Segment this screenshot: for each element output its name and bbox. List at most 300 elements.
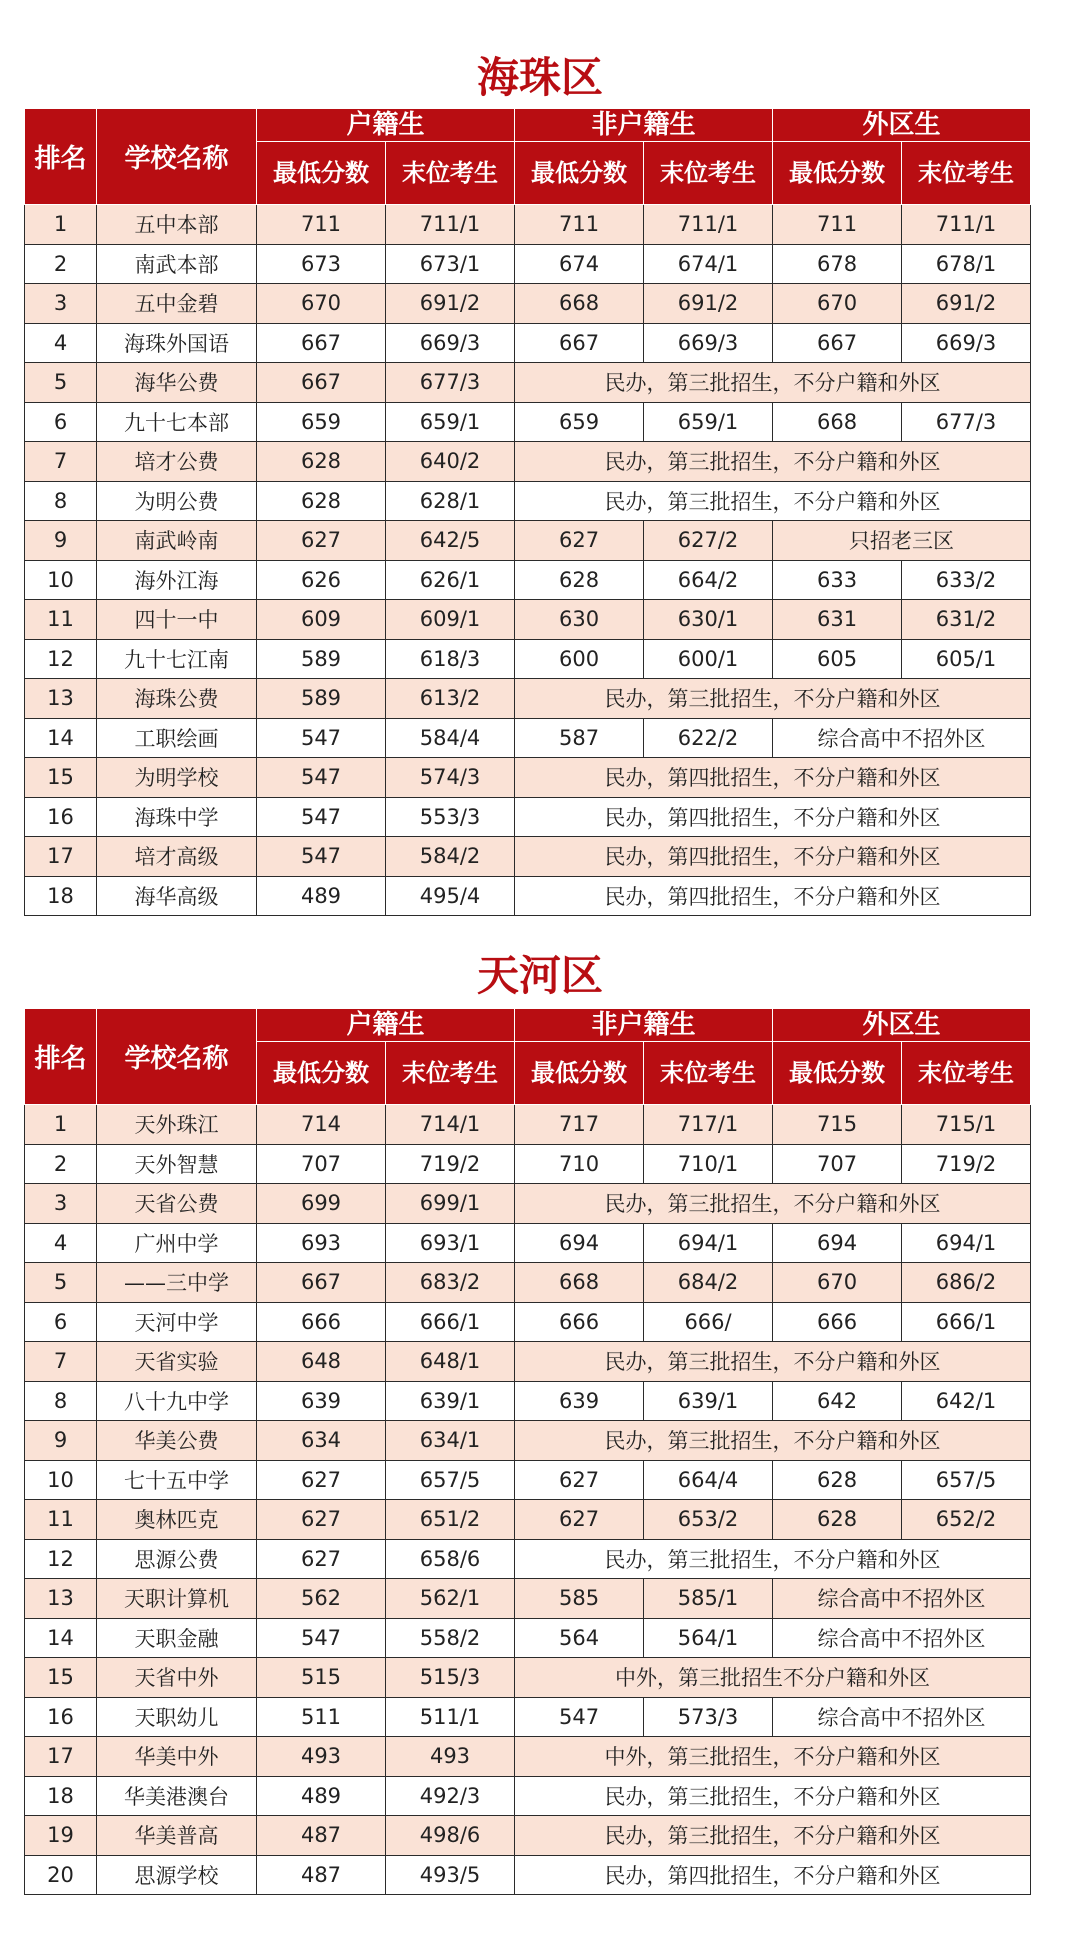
table-row — [25, 1855, 1031, 1895]
nonlocal-min-score-cell: 666 — [515, 1302, 644, 1342]
last-student-header: 末位考生 — [386, 142, 515, 205]
rank-header: 排名 — [25, 109, 97, 205]
outdistrict-last-student-cell: 678/1 — [902, 244, 1031, 284]
school-name-cell: 华美公费 — [97, 1421, 257, 1461]
local-last-student-cell: 639/1 — [386, 1381, 515, 1421]
local-last-student-cell: 618/3 — [386, 639, 515, 679]
note-cell: 民办，第三批招生，不分户籍和外区 — [515, 442, 1031, 482]
table-row — [25, 442, 1031, 482]
rank-cell: 15 — [25, 758, 97, 798]
local-min-score-cell: 707 — [257, 1144, 386, 1184]
rank-cell: 18 — [25, 1776, 97, 1816]
local-last-student-cell: 673/1 — [386, 244, 515, 284]
last-student-header: 末位考生 — [644, 1042, 773, 1105]
local-last-student-cell: 553/3 — [386, 797, 515, 837]
table-row — [25, 600, 1031, 640]
note-cell: 综合高中不招外区 — [773, 1579, 1031, 1619]
table-row — [25, 1105, 1031, 1145]
local-last-student-cell: 642/5 — [386, 521, 515, 561]
rank-cell: 4 — [25, 323, 97, 363]
local-last-student-cell: 562/1 — [386, 1579, 515, 1619]
nonlocal-last-student-cell: 639/1 — [644, 1381, 773, 1421]
local-min-score-cell: 609 — [257, 600, 386, 640]
rank-cell: 5 — [25, 1263, 97, 1303]
note-cell: 民办，第三批招生，不分户籍和外区 — [515, 1776, 1031, 1816]
table-row — [25, 284, 1031, 324]
note-cell: 民办，第四批招生，不分户籍和外区 — [515, 1855, 1031, 1895]
nonlocal-min-score-cell: 710 — [515, 1144, 644, 1184]
local-min-score-cell: 673 — [257, 244, 386, 284]
school-name-cell: ——三中学 — [97, 1263, 257, 1303]
school-name-cell: 天外珠江 — [97, 1105, 257, 1145]
outdistrict-last-student-cell: 711/1 — [902, 205, 1031, 245]
school-name-cell: 天职计算机 — [97, 1579, 257, 1619]
rank-cell: 14 — [25, 1618, 97, 1658]
school-name-cell: 南武岭南 — [97, 521, 257, 561]
local-min-score-cell: 547 — [257, 758, 386, 798]
rank-cell: 17 — [25, 837, 97, 877]
outdistrict-last-student-cell: 669/3 — [902, 323, 1031, 363]
nonlocal-last-student-cell: 711/1 — [644, 205, 773, 245]
note-cell: 中外，第三批招生不分户籍和外区 — [515, 1658, 1031, 1698]
nonlocal-last-student-cell: 710/1 — [644, 1144, 773, 1184]
outdistrict-min-score-cell: 715 — [773, 1105, 902, 1145]
local-last-student-cell: 574/3 — [386, 758, 515, 798]
school-name-cell: 天职金融 — [97, 1618, 257, 1658]
rank-cell: 15 — [25, 1658, 97, 1698]
local-min-score-cell: 634 — [257, 1421, 386, 1461]
table-row — [25, 521, 1031, 561]
nonlocal-last-student-cell: 573/3 — [644, 1697, 773, 1737]
nonlocal-last-student-cell: 694/1 — [644, 1223, 773, 1263]
school-name-cell: 天省中外 — [97, 1658, 257, 1698]
table-row — [25, 205, 1031, 245]
note-cell: 民办，第三批招生，不分户籍和外区 — [515, 1184, 1031, 1224]
nonlocal-last-student-cell: 674/1 — [644, 244, 773, 284]
rank-cell: 9 — [25, 521, 97, 561]
rank-cell: 3 — [25, 1184, 97, 1224]
outdistrict-min-score-cell: 667 — [773, 323, 902, 363]
local-min-score-cell: 699 — [257, 1184, 386, 1224]
group-header-nonlocal: 非户籍生 — [515, 1009, 773, 1042]
note-cell: 民办，第四批招生，不分户籍和外区 — [515, 758, 1031, 798]
local-min-score-cell: 487 — [257, 1816, 386, 1856]
nonlocal-min-score-cell: 668 — [515, 284, 644, 324]
school-name-cell: 天外智慧 — [97, 1144, 257, 1184]
table-row — [25, 1302, 1031, 1342]
nonlocal-min-score-cell: 627 — [515, 521, 644, 561]
outdistrict-min-score-cell: 631 — [773, 600, 902, 640]
nonlocal-min-score-cell: 674 — [515, 244, 644, 284]
outdistrict-min-score-cell: 633 — [773, 560, 902, 600]
school-name-cell: 海珠中学 — [97, 797, 257, 837]
min-score-header: 最低分数 — [773, 142, 902, 205]
outdistrict-min-score-cell: 628 — [773, 1460, 902, 1500]
local-min-score-cell: 547 — [257, 718, 386, 758]
note-cell: 民办，第四批招生，不分户籍和外区 — [515, 797, 1031, 837]
rank-cell: 5 — [25, 363, 97, 403]
local-min-score-cell: 626 — [257, 560, 386, 600]
local-last-student-cell: 669/3 — [386, 323, 515, 363]
school-name-cell: 天省公费 — [97, 1184, 257, 1224]
local-min-score-cell: 627 — [257, 1460, 386, 1500]
note-cell: 民办，第三批招生，不分户籍和外区 — [515, 1421, 1031, 1461]
table-body — [25, 1105, 1031, 1895]
nonlocal-min-score-cell: 564 — [515, 1618, 644, 1658]
table-row — [25, 1500, 1031, 1540]
table-row — [25, 876, 1031, 916]
table-row — [25, 837, 1031, 877]
local-min-score-cell: 670 — [257, 284, 386, 324]
outdistrict-last-student-cell: 694/1 — [902, 1223, 1031, 1263]
min-score-header: 最低分数 — [257, 1042, 386, 1105]
min-score-header: 最低分数 — [515, 142, 644, 205]
nonlocal-min-score-cell: 600 — [515, 639, 644, 679]
local-min-score-cell: 489 — [257, 876, 386, 916]
local-min-score-cell: 659 — [257, 402, 386, 442]
table-row — [25, 402, 1031, 442]
school-name-cell: 天河中学 — [97, 1302, 257, 1342]
table-row — [25, 1658, 1031, 1698]
table-row — [25, 758, 1031, 798]
nonlocal-min-score-cell: 547 — [515, 1697, 644, 1737]
table-row — [25, 639, 1031, 679]
local-last-student-cell: 628/1 — [386, 481, 515, 521]
outdistrict-min-score-cell: 605 — [773, 639, 902, 679]
outdistrict-last-student-cell: 657/5 — [902, 1460, 1031, 1500]
min-score-header: 最低分数 — [515, 1042, 644, 1105]
rank-cell: 9 — [25, 1421, 97, 1461]
rank-cell: 13 — [25, 679, 97, 719]
school-name-header: 学校名称 — [97, 109, 257, 205]
local-last-student-cell: 648/1 — [386, 1342, 515, 1382]
outdistrict-min-score-cell: 678 — [773, 244, 902, 284]
local-min-score-cell: 627 — [257, 1539, 386, 1579]
table-row — [25, 1737, 1031, 1777]
local-last-student-cell: 558/2 — [386, 1618, 515, 1658]
school-name-cell: 广州中学 — [97, 1223, 257, 1263]
rank-cell: 3 — [25, 284, 97, 324]
note-cell: 民办，第三批招生，不分户籍和外区 — [515, 1342, 1031, 1382]
note-cell: 中外，第三批招生，不分户籍和外区 — [515, 1737, 1031, 1777]
outdistrict-min-score-cell: 707 — [773, 1144, 902, 1184]
rank-cell: 18 — [25, 876, 97, 916]
school-name-cell: 八十九中学 — [97, 1381, 257, 1421]
table-row — [25, 1223, 1031, 1263]
local-last-student-cell: 626/1 — [386, 560, 515, 600]
outdistrict-last-student-cell: 686/2 — [902, 1263, 1031, 1303]
school-name-cell: 华美中外 — [97, 1737, 257, 1777]
table-row — [25, 244, 1031, 284]
local-last-student-cell: 666/1 — [386, 1302, 515, 1342]
outdistrict-last-student-cell: 719/2 — [902, 1144, 1031, 1184]
school-name-cell: 五中本部 — [97, 205, 257, 245]
school-name-cell: 海华公费 — [97, 363, 257, 403]
local-last-student-cell: 659/1 — [386, 402, 515, 442]
local-min-score-cell: 493 — [257, 1737, 386, 1777]
table-row — [25, 797, 1031, 837]
nonlocal-min-score-cell: 711 — [515, 205, 644, 245]
rank-cell: 1 — [25, 205, 97, 245]
school-name-cell: 九十七本部 — [97, 402, 257, 442]
rank-cell: 6 — [25, 1302, 97, 1342]
nonlocal-last-student-cell: 600/1 — [644, 639, 773, 679]
table-row — [25, 1184, 1031, 1224]
table-body — [25, 205, 1031, 916]
nonlocal-last-student-cell: 684/2 — [644, 1263, 773, 1303]
school-name-cell: 华美港澳台 — [97, 1776, 257, 1816]
local-last-student-cell: 719/2 — [386, 1144, 515, 1184]
school-name-cell: 工职绘画 — [97, 718, 257, 758]
local-last-student-cell: 693/1 — [386, 1223, 515, 1263]
nonlocal-last-student-cell: 664/2 — [644, 560, 773, 600]
nonlocal-last-student-cell: 564/1 — [644, 1618, 773, 1658]
school-name-cell: 九十七江南 — [97, 639, 257, 679]
local-min-score-cell: 547 — [257, 1618, 386, 1658]
school-name-cell: 五中金碧 — [97, 284, 257, 324]
local-min-score-cell: 667 — [257, 1263, 386, 1303]
min-score-header: 最低分数 — [257, 142, 386, 205]
school-name-cell: 海珠公费 — [97, 679, 257, 719]
group-header-local: 户籍生 — [257, 109, 515, 142]
nonlocal-min-score-cell: 628 — [515, 560, 644, 600]
nonlocal-min-score-cell: 627 — [515, 1500, 644, 1540]
outdistrict-min-score-cell: 711 — [773, 205, 902, 245]
group-header-outdistrict: 外区生 — [773, 109, 1031, 142]
outdistrict-last-student-cell: 605/1 — [902, 639, 1031, 679]
section-title-haizhu: 海珠区 — [476, 53, 603, 102]
school-name-cell: 为明公费 — [97, 481, 257, 521]
table-row — [25, 718, 1031, 758]
nonlocal-last-student-cell: 664/4 — [644, 1460, 773, 1500]
local-last-student-cell: 493 — [386, 1737, 515, 1777]
table-row — [25, 1342, 1031, 1382]
local-min-score-cell: 666 — [257, 1302, 386, 1342]
table-row — [25, 1144, 1031, 1184]
local-last-student-cell: 683/2 — [386, 1263, 515, 1303]
rank-cell: 4 — [25, 1223, 97, 1263]
local-last-student-cell: 511/1 — [386, 1697, 515, 1737]
group-header-nonlocal: 非户籍生 — [515, 109, 773, 142]
rank-cell: 13 — [25, 1579, 97, 1619]
school-name-cell: 海华高级 — [97, 876, 257, 916]
local-last-student-cell: 609/1 — [386, 600, 515, 640]
local-last-student-cell: 515/3 — [386, 1658, 515, 1698]
local-last-student-cell: 493/5 — [386, 1855, 515, 1895]
school-name-cell: 海外江海 — [97, 560, 257, 600]
school-name-cell: 七十五中学 — [97, 1460, 257, 1500]
local-min-score-cell: 667 — [257, 363, 386, 403]
outdistrict-last-student-cell: 691/2 — [902, 284, 1031, 324]
outdistrict-last-student-cell: 715/1 — [902, 1105, 1031, 1145]
nonlocal-min-score-cell: 630 — [515, 600, 644, 640]
table-row — [25, 1579, 1031, 1619]
note-cell: 综合高中不招外区 — [773, 1697, 1031, 1737]
nonlocal-last-student-cell: 630/1 — [644, 600, 773, 640]
school-name-header: 学校名称 — [97, 1009, 257, 1105]
nonlocal-min-score-cell: 587 — [515, 718, 644, 758]
last-student-header: 末位考生 — [902, 142, 1031, 205]
local-min-score-cell: 487 — [257, 1855, 386, 1895]
rank-header: 排名 — [25, 1009, 97, 1105]
rank-cell: 16 — [25, 1697, 97, 1737]
nonlocal-last-student-cell: 585/1 — [644, 1579, 773, 1619]
rank-cell: 17 — [25, 1737, 97, 1777]
local-min-score-cell: 562 — [257, 1579, 386, 1619]
local-last-student-cell: 714/1 — [386, 1105, 515, 1145]
note-cell: 综合高中不招外区 — [773, 718, 1031, 758]
table-row — [25, 481, 1031, 521]
table-row — [25, 1421, 1031, 1461]
local-min-score-cell: 628 — [257, 442, 386, 482]
rank-cell: 12 — [25, 639, 97, 679]
rank-cell: 7 — [25, 442, 97, 482]
local-min-score-cell: 627 — [257, 521, 386, 561]
rank-cell: 19 — [25, 1816, 97, 1856]
score-table-haizhu — [24, 108, 1031, 916]
rank-cell: 1 — [25, 1105, 97, 1145]
local-min-score-cell: 511 — [257, 1697, 386, 1737]
outdistrict-last-student-cell: 652/2 — [902, 1500, 1031, 1540]
note-cell: 民办，第四批招生，不分户籍和外区 — [515, 876, 1031, 916]
school-name-cell: 为明学校 — [97, 758, 257, 798]
school-name-cell: 思源公费 — [97, 1539, 257, 1579]
nonlocal-min-score-cell: 659 — [515, 402, 644, 442]
school-name-cell: 南武本部 — [97, 244, 257, 284]
local-last-student-cell: 492/3 — [386, 1776, 515, 1816]
outdistrict-last-student-cell: 633/2 — [902, 560, 1031, 600]
school-name-cell: 华美普高 — [97, 1816, 257, 1856]
local-min-score-cell: 589 — [257, 679, 386, 719]
note-cell: 民办，第三批招生，不分户籍和外区 — [515, 1816, 1031, 1856]
local-min-score-cell: 711 — [257, 205, 386, 245]
outdistrict-min-score-cell: 642 — [773, 1381, 902, 1421]
nonlocal-min-score-cell: 717 — [515, 1105, 644, 1145]
nonlocal-last-student-cell: 666/ — [644, 1302, 773, 1342]
outdistrict-last-student-cell: 642/1 — [902, 1381, 1031, 1421]
outdistrict-min-score-cell: 666 — [773, 1302, 902, 1342]
rank-cell: 10 — [25, 560, 97, 600]
table-row — [25, 1618, 1031, 1658]
school-name-cell: 奥林匹克 — [97, 1500, 257, 1540]
last-student-header: 末位考生 — [644, 142, 773, 205]
local-min-score-cell: 547 — [257, 837, 386, 877]
local-last-student-cell: 658/6 — [386, 1539, 515, 1579]
last-student-header: 末位考生 — [386, 1042, 515, 1105]
local-last-student-cell: 711/1 — [386, 205, 515, 245]
outdistrict-min-score-cell: 670 — [773, 1263, 902, 1303]
outdistrict-min-score-cell: 668 — [773, 402, 902, 442]
local-last-student-cell: 613/2 — [386, 679, 515, 719]
table-row — [25, 1539, 1031, 1579]
outdistrict-last-student-cell: 631/2 — [902, 600, 1031, 640]
score-table-tianhe — [24, 1008, 1031, 1895]
local-min-score-cell: 714 — [257, 1105, 386, 1145]
outdistrict-last-student-cell: 677/3 — [902, 402, 1031, 442]
rank-cell: 12 — [25, 1539, 97, 1579]
school-name-cell: 培才公费 — [97, 442, 257, 482]
outdistrict-last-student-cell: 666/1 — [902, 1302, 1031, 1342]
school-name-cell: 天省实验 — [97, 1342, 257, 1382]
rank-cell: 7 — [25, 1342, 97, 1382]
local-min-score-cell: 648 — [257, 1342, 386, 1382]
rank-cell: 2 — [25, 244, 97, 284]
local-last-student-cell: 691/2 — [386, 284, 515, 324]
min-score-header: 最低分数 — [773, 1042, 902, 1105]
local-last-student-cell: 584/4 — [386, 718, 515, 758]
note-cell: 民办，第三批招生，不分户籍和外区 — [515, 481, 1031, 521]
local-min-score-cell: 667 — [257, 323, 386, 363]
nonlocal-min-score-cell: 668 — [515, 1263, 644, 1303]
school-name-cell: 思源学校 — [97, 1855, 257, 1895]
rank-cell: 6 — [25, 402, 97, 442]
school-name-cell: 天职幼儿 — [97, 1697, 257, 1737]
rank-cell: 16 — [25, 797, 97, 837]
nonlocal-last-student-cell: 627/2 — [644, 521, 773, 561]
table-row — [25, 679, 1031, 719]
table-row — [25, 363, 1031, 403]
local-min-score-cell: 547 — [257, 797, 386, 837]
table-row — [25, 1816, 1031, 1856]
local-min-score-cell: 589 — [257, 639, 386, 679]
rank-cell: 20 — [25, 1855, 97, 1895]
table-row — [25, 323, 1031, 363]
local-last-student-cell: 651/2 — [386, 1500, 515, 1540]
group-header-local: 户籍生 — [257, 1009, 515, 1042]
nonlocal-last-student-cell: 653/2 — [644, 1500, 773, 1540]
local-last-student-cell: 657/5 — [386, 1460, 515, 1500]
nonlocal-min-score-cell: 585 — [515, 1579, 644, 1619]
rank-cell: 8 — [25, 481, 97, 521]
local-last-student-cell: 634/1 — [386, 1421, 515, 1461]
local-min-score-cell: 627 — [257, 1500, 386, 1540]
local-min-score-cell: 628 — [257, 481, 386, 521]
table-row — [25, 1460, 1031, 1500]
nonlocal-min-score-cell: 627 — [515, 1460, 644, 1500]
nonlocal-last-student-cell: 659/1 — [644, 402, 773, 442]
nonlocal-min-score-cell: 694 — [515, 1223, 644, 1263]
rank-cell: 14 — [25, 718, 97, 758]
local-last-student-cell: 498/6 — [386, 1816, 515, 1856]
nonlocal-last-student-cell: 717/1 — [644, 1105, 773, 1145]
nonlocal-min-score-cell: 667 — [515, 323, 644, 363]
nonlocal-last-student-cell: 691/2 — [644, 284, 773, 324]
local-last-student-cell: 677/3 — [386, 363, 515, 403]
rank-cell: 10 — [25, 1460, 97, 1500]
table-row — [25, 560, 1031, 600]
local-min-score-cell: 639 — [257, 1381, 386, 1421]
table-row — [25, 1697, 1031, 1737]
nonlocal-last-student-cell: 669/3 — [644, 323, 773, 363]
table-row — [25, 1381, 1031, 1421]
local-last-student-cell: 495/4 — [386, 876, 515, 916]
school-name-cell: 四十一中 — [97, 600, 257, 640]
group-header-outdistrict: 外区生 — [773, 1009, 1031, 1042]
nonlocal-last-student-cell: 622/2 — [644, 718, 773, 758]
rank-cell: 11 — [25, 600, 97, 640]
outdistrict-min-score-cell: 694 — [773, 1223, 902, 1263]
local-last-student-cell: 699/1 — [386, 1184, 515, 1224]
local-min-score-cell: 693 — [257, 1223, 386, 1263]
rank-cell: 11 — [25, 1500, 97, 1540]
outdistrict-min-score-cell: 628 — [773, 1500, 902, 1540]
note-cell: 民办，第四批招生，不分户籍和外区 — [515, 837, 1031, 877]
rank-cell: 2 — [25, 1144, 97, 1184]
note-cell: 综合高中不招外区 — [773, 1618, 1031, 1658]
school-name-cell: 培才高级 — [97, 837, 257, 877]
note-cell: 民办，第三批招生，不分户籍和外区 — [515, 363, 1031, 403]
note-cell: 只招老三区 — [773, 521, 1031, 561]
